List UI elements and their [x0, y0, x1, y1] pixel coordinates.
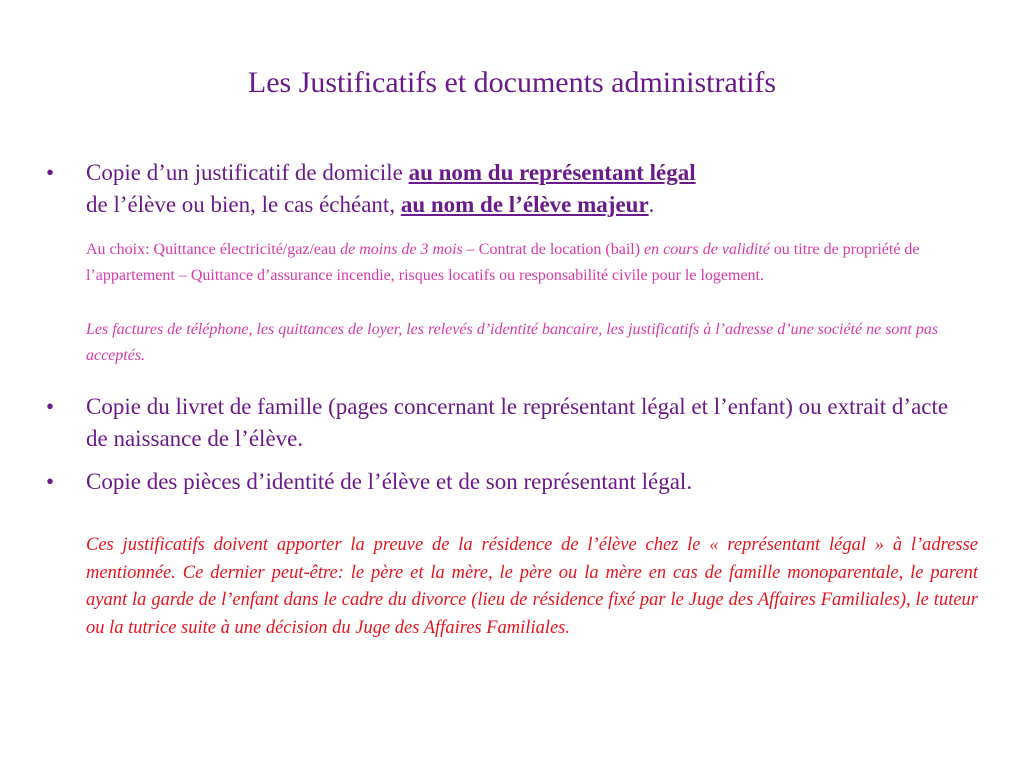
- bullet-text: Copie des pièces d’identité de l’élève et de son représentant légal.: [86, 469, 693, 494]
- bullet-item-livret: [46, 391, 956, 455]
- note-text: – Contrat de location (bail): [462, 241, 645, 258]
- bullet-icon: •: [46, 160, 55, 185]
- conclusion-paragraph: Ces justificatifs doivent apporter la preuve de la résidence de l’élève chez le « représentant légal » à l’adresse mentionnée. Ce dernier peut-être: le père et la mère, le père ou la mère en cas de famille monoparentale, le parent ayant la garde de l’enfant dans le cadre du divorce (lieu de résidence fixé par le Juge des Affaires Familiales), le tuteur ou la tutrice suite à une décision du Juge des Affaires Familiales.: [86, 535, 978, 638]
- bullet-text: [86, 157, 956, 221]
- slide-title: Les Justificatifs et documents administratifs: [247, 66, 777, 99]
- note-choix: [86, 237, 956, 289]
- note-text: Au choix: Quittance électricité/gaz/eau: [86, 241, 341, 258]
- note-italic: de moins de 3 mois: [340, 241, 463, 258]
- bullet-icon: •: [46, 394, 55, 419]
- emphasis-representant-legal: au nom du représentant légal: [408, 160, 696, 185]
- note-exclusions: Les factures de téléphone, les quittances de loyer, les relevés d’identité bancaire, les justificatifs à l’adresse d’une société ne sont pas acceptés.: [86, 321, 939, 364]
- bullet-item-domicile: [46, 157, 956, 221]
- bullet-item-identite: [46, 466, 956, 498]
- bullet-icon: •: [46, 469, 55, 494]
- bullet-text-part: Copie d’un justificatif de domicile: [86, 160, 409, 185]
- bullet-text-part: de l’élève ou bien, le cas échéant,: [86, 192, 401, 217]
- bullet-text: Copie du livret de famille (pages concernant le représentant légal et l’enfant) ou extrait d’acte de naissance de l’élève.: [86, 394, 949, 451]
- note-italic: en cours de validité: [644, 241, 770, 258]
- note-text: ou titre de propriété de l’appartement – Quittance d’assurance incendie, risques locatifs ou responsabilité civile pour le logement.: [86, 241, 920, 284]
- emphasis-eleve-majeur: au nom de l’élève majeur: [400, 192, 649, 217]
- bullet-text-part: .: [648, 192, 655, 217]
